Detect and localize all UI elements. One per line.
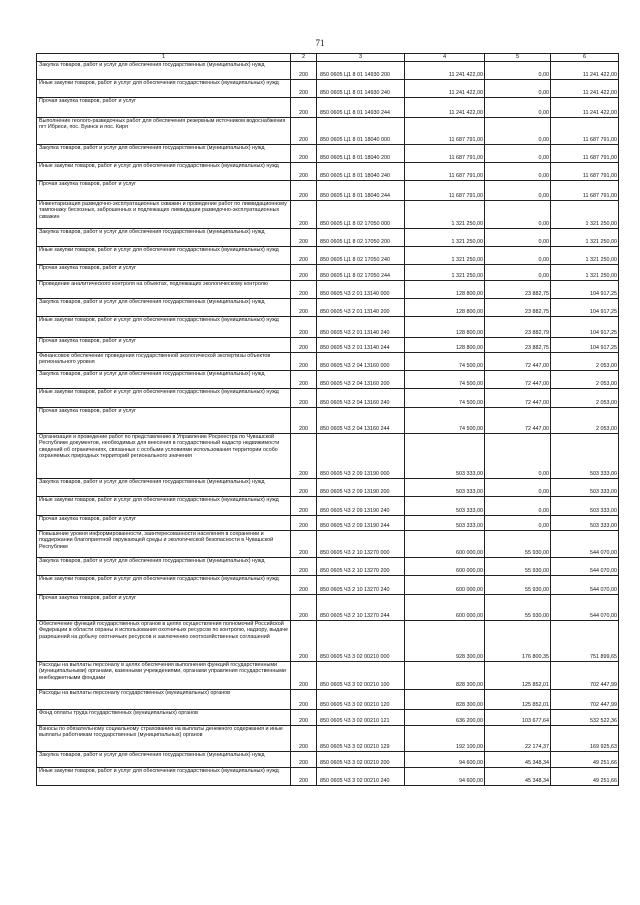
row-line-code-cell: 200	[291, 710, 317, 726]
row-approved-amount-cell: 11 687 791,00	[405, 118, 485, 145]
row-executed-amount-cell: 125 852,01	[485, 662, 551, 690]
row-executed-amount-cell: 23 882,75	[485, 299, 551, 317]
row-classification-code-cell: 850 0605 Ч3 2 04 13160 000	[317, 353, 405, 371]
row-name-cell: Расходы на выплаты персоналу в целях обеспечения выполнения функций государственными (муниципальными) органами, казенными учреждениями, органами управления государственными внебюджетными фондами	[37, 662, 291, 690]
table-row	[37, 479, 619, 497]
row-executed-amount-cell: 176 800,35	[485, 621, 551, 662]
row-classification-code-cell: 850 0605 Ч3 3 02 00210 129	[317, 726, 405, 752]
table-row	[37, 595, 619, 621]
row-approved-amount-cell: 503 333,00	[405, 516, 485, 531]
row-executed-amount-cell: 23 882,75	[485, 338, 551, 353]
row-line-code-cell: 200	[291, 371, 317, 389]
row-classification-code-cell: 850 0605 Ч3 2 01 13140 244	[317, 338, 405, 353]
row-line-code-cell: 200	[291, 145, 317, 163]
row-line-code-cell: 200	[291, 516, 317, 531]
row-name-cell: Прочая закупка товаров, работ и услуг	[37, 595, 291, 621]
row-executed-amount-cell: 72 447,00	[485, 389, 551, 408]
table-row	[37, 576, 619, 595]
row-name-cell: Выполнение геолого-разведочных работ для обеспечения резервным источником водоснабжения пгт Ибреси, пос. Буинск и пос. Киря	[37, 118, 291, 145]
table-row	[37, 338, 619, 353]
row-line-code-cell: 200	[291, 558, 317, 576]
row-remaining-amount-cell: 11 241 422,00	[551, 98, 619, 118]
row-approved-amount-cell: 503 333,00	[405, 497, 485, 516]
row-executed-amount-cell: 23 882,79	[485, 317, 551, 338]
row-name-cell: Взносы по обязательному социальному страхованию на выплаты денежного содержания и иные выплаты работникам государственных (муниципальных) органов	[37, 726, 291, 752]
page-number: 71	[315, 38, 325, 48]
row-executed-amount-cell: 0,00	[485, 201, 551, 229]
table-row	[37, 98, 619, 118]
row-classification-code-cell: 850 0605 Ч3 2 04 13160 200	[317, 371, 405, 389]
row-executed-amount-cell: 0,00	[485, 145, 551, 163]
row-line-code-cell: 200	[291, 726, 317, 752]
row-remaining-amount-cell: 1 321 250,00	[551, 247, 619, 265]
row-classification-code-cell: 850 0605 Ч3 2 09 13190 244	[317, 516, 405, 531]
row-name-cell: Иные закупки товаров, работ и услуг для обеспечения государственных (муниципальных) нужд	[37, 247, 291, 265]
row-remaining-amount-cell: 49 251,66	[551, 768, 619, 786]
row-name-cell: Прочая закупка товаров, работ и услуг	[37, 265, 291, 281]
row-classification-code-cell: 850 0605 Ч3 2 01 13140 240	[317, 317, 405, 338]
row-line-code-cell: 200	[291, 353, 317, 371]
table-row	[37, 434, 619, 479]
row-line-code-cell: 200	[291, 389, 317, 408]
row-classification-code-cell: 850 0605 Ч3 2 10 13270 244	[317, 595, 405, 621]
row-executed-amount-cell: 0,00	[485, 265, 551, 281]
row-remaining-amount-cell: 702 447,99	[551, 662, 619, 690]
row-approved-amount-cell: 600 000,00	[405, 576, 485, 595]
table-header-row	[37, 54, 619, 62]
row-executed-amount-cell: 45 348,34	[485, 752, 551, 768]
table-row	[37, 558, 619, 576]
row-remaining-amount-cell: 169 925,63	[551, 726, 619, 752]
row-name-cell: Фонд оплаты труда государственных (муниципальных) органов	[37, 710, 291, 726]
row-name-cell: Иные закупки товаров, работ и услуг для обеспечения государственных (муниципальных) нужд	[37, 497, 291, 516]
table-row	[37, 62, 619, 80]
table-row	[37, 80, 619, 98]
row-classification-code-cell: 850 0605 Ц1 8 02 17050 240	[317, 247, 405, 265]
col-header-3: 3	[317, 54, 405, 62]
row-remaining-amount-cell: 751 899,65	[551, 621, 619, 662]
table-body	[37, 62, 619, 786]
row-name-cell: Закупка товаров, работ и услуг для обеспечения государственных (муниципальных) нужд	[37, 62, 291, 80]
row-remaining-amount-cell: 1 321 250,00	[551, 201, 619, 229]
row-name-cell: Прочая закупка товаров, работ и услуг	[37, 408, 291, 434]
row-name-cell: Организация и проведение работ по представлению в Управление Росреестра по Чувашской Республике документов, необходимых для внесения в государственный кадастр недвижимости сведений об ограничениях, связанных с особыми условиями использования территории особо охраняемых природных территорий регионального значения	[37, 434, 291, 479]
row-classification-code-cell: 850 0605 Ч3 2 10 13270 000	[317, 531, 405, 558]
row-line-code-cell: 200	[291, 201, 317, 229]
row-remaining-amount-cell: 503 333,00	[551, 434, 619, 479]
row-executed-amount-cell: 0,00	[485, 163, 551, 181]
table-row	[37, 201, 619, 229]
row-line-code-cell: 200	[291, 662, 317, 690]
table-row	[37, 317, 619, 338]
row-line-code-cell: 200	[291, 247, 317, 265]
row-name-cell: Иные закупки товаров, работ и услуг для обеспечения государственных (муниципальных) нужд	[37, 389, 291, 408]
table-row	[37, 752, 619, 768]
row-name-cell: Прочая закупка товаров, работ и услуг	[37, 181, 291, 201]
row-line-code-cell: 200	[291, 434, 317, 479]
row-remaining-amount-cell: 544 070,00	[551, 576, 619, 595]
row-remaining-amount-cell: 104 917,25	[551, 281, 619, 299]
row-remaining-amount-cell: 104 917,25	[551, 338, 619, 353]
row-name-cell: Закупка товаров, работ и услуг для обеспечения государственных (муниципальных) нужд	[37, 145, 291, 163]
row-remaining-amount-cell: 11 687 791,00	[551, 145, 619, 163]
row-classification-code-cell: 850 0605 Ц1 8 01 14930 244	[317, 98, 405, 118]
row-remaining-amount-cell: 503 333,00	[551, 479, 619, 497]
table-row	[37, 408, 619, 434]
table-row	[37, 516, 619, 531]
row-approved-amount-cell: 128 800,00	[405, 281, 485, 299]
row-executed-amount-cell: 0,00	[485, 229, 551, 247]
row-name-cell: Проведение аналитического контроля на объектах, подлежащих экологическому контролю	[37, 281, 291, 299]
row-approved-amount-cell: 600 000,00	[405, 558, 485, 576]
row-remaining-amount-cell: 104 917,25	[551, 317, 619, 338]
row-approved-amount-cell: 11 687 791,00	[405, 181, 485, 201]
row-line-code-cell: 200	[291, 531, 317, 558]
row-approved-amount-cell: 1 321 250,00	[405, 201, 485, 229]
table-row	[37, 497, 619, 516]
row-executed-amount-cell: 0,00	[485, 62, 551, 80]
row-name-cell: Обеспечение функций государственных органов в целях осуществления полномочий Российской Федерации в области охраны и использования охотничьих ресурсов по контролю, надзору, выдаче разрешений на добычу охотничьих ресурсов и заключению охотхозяйственных соглашений	[37, 621, 291, 662]
row-remaining-amount-cell: 2 053,00	[551, 371, 619, 389]
col-header-4: 4	[405, 54, 485, 62]
row-approved-amount-cell: 828 300,00	[405, 690, 485, 710]
row-remaining-amount-cell: 11 687 791,00	[551, 118, 619, 145]
row-classification-code-cell: 850 0605 Ц1 8 02 17050 244	[317, 265, 405, 281]
row-line-code-cell: 200	[291, 118, 317, 145]
row-classification-code-cell: 850 0605 Ч3 2 10 13270 200	[317, 558, 405, 576]
row-remaining-amount-cell: 11 687 791,00	[551, 163, 619, 181]
row-approved-amount-cell: 11 687 791,00	[405, 145, 485, 163]
row-remaining-amount-cell: 49 251,66	[551, 752, 619, 768]
row-classification-code-cell: 850 0605 Ч3 2 04 13160 244	[317, 408, 405, 434]
col-header-6: 6	[551, 54, 619, 62]
row-remaining-amount-cell: 544 070,00	[551, 558, 619, 576]
row-approved-amount-cell: 503 333,00	[405, 434, 485, 479]
row-approved-amount-cell: 11 241 422,00	[405, 62, 485, 80]
table-row	[37, 299, 619, 317]
row-approved-amount-cell: 928 300,00	[405, 621, 485, 662]
row-classification-code-cell: 850 0605 Ч3 2 09 13190 000	[317, 434, 405, 479]
row-name-cell: Прочая закупка товаров, работ и услуг	[37, 338, 291, 353]
row-line-code-cell: 200	[291, 281, 317, 299]
row-executed-amount-cell: 22 174,37	[485, 726, 551, 752]
row-executed-amount-cell: 0,00	[485, 80, 551, 98]
row-remaining-amount-cell: 503 333,00	[551, 497, 619, 516]
row-name-cell: Закупка товаров, работ и услуг для обеспечения государственных (муниципальных) нужд	[37, 229, 291, 247]
row-name-cell: Закупка товаров, работ и услуг для обеспечения государственных (муниципальных) нужд	[37, 479, 291, 497]
row-remaining-amount-cell: 2 053,00	[551, 353, 619, 371]
table-row	[37, 531, 619, 558]
row-executed-amount-cell: 72 447,00	[485, 371, 551, 389]
row-remaining-amount-cell: 503 333,00	[551, 516, 619, 531]
row-line-code-cell: 200	[291, 163, 317, 181]
row-line-code-cell: 200	[291, 408, 317, 434]
row-executed-amount-cell: 23 882,75	[485, 281, 551, 299]
table-row	[37, 353, 619, 371]
row-name-cell: Иные закупки товаров, работ и услуг для обеспечения государственных (муниципальных) нужд	[37, 768, 291, 786]
table-row	[37, 118, 619, 145]
row-executed-amount-cell: 103 677,64	[485, 710, 551, 726]
table-row	[37, 726, 619, 752]
table-row	[37, 371, 619, 389]
row-name-cell: Расходы на выплаты персоналу государственных (муниципальных) органов	[37, 690, 291, 710]
row-executed-amount-cell: 0,00	[485, 118, 551, 145]
row-line-code-cell: 200	[291, 229, 317, 247]
row-name-cell: Иные закупки товаров, работ и услуг для обеспечения государственных (муниципальных) нужд	[37, 80, 291, 98]
row-approved-amount-cell: 74 500,00	[405, 371, 485, 389]
row-classification-code-cell: 850 0605 Ч3 2 04 13160 240	[317, 389, 405, 408]
row-name-cell: Иные закупки товаров, работ и услуг для обеспечения государственных (муниципальных) нужд	[37, 576, 291, 595]
row-approved-amount-cell: 600 000,00	[405, 531, 485, 558]
table-row	[37, 181, 619, 201]
row-line-code-cell: 200	[291, 621, 317, 662]
row-line-code-cell: 200	[291, 265, 317, 281]
row-remaining-amount-cell: 11 241 422,00	[551, 80, 619, 98]
row-remaining-amount-cell: 104 917,25	[551, 299, 619, 317]
row-classification-code-cell: 850 0605 Ч3 3 02 00210 000	[317, 621, 405, 662]
row-classification-code-cell: 850 0605 Ц1 8 01 14930 200	[317, 62, 405, 80]
row-executed-amount-cell: 55 930,00	[485, 576, 551, 595]
row-approved-amount-cell: 503 333,00	[405, 479, 485, 497]
col-header-1: 1	[37, 54, 291, 62]
row-approved-amount-cell: 192 100,00	[405, 726, 485, 752]
table-row	[37, 281, 619, 299]
row-approved-amount-cell: 828 300,00	[405, 662, 485, 690]
row-line-code-cell: 200	[291, 595, 317, 621]
row-executed-amount-cell: 125 852,01	[485, 690, 551, 710]
table-row	[37, 710, 619, 726]
row-name-cell: Прочая закупка товаров, работ и услуг	[37, 516, 291, 531]
row-approved-amount-cell: 11 241 422,00	[405, 80, 485, 98]
row-executed-amount-cell: 0,00	[485, 479, 551, 497]
row-executed-amount-cell: 55 930,00	[485, 558, 551, 576]
row-approved-amount-cell: 128 800,00	[405, 317, 485, 338]
row-approved-amount-cell: 1 321 250,00	[405, 265, 485, 281]
row-remaining-amount-cell: 2 053,00	[551, 389, 619, 408]
table-row	[37, 247, 619, 265]
table-row	[37, 229, 619, 247]
row-classification-code-cell: 850 0605 Ц1 8 02 17050 000	[317, 201, 405, 229]
row-line-code-cell: 200	[291, 80, 317, 98]
row-classification-code-cell: 850 0605 Ч3 2 01 13140 000	[317, 281, 405, 299]
row-classification-code-cell: 850 0605 Ц1 8 01 18040 240	[317, 163, 405, 181]
row-executed-amount-cell: 55 930,00	[485, 595, 551, 621]
row-remaining-amount-cell: 702 447,99	[551, 690, 619, 710]
row-name-cell: Закупка товаров, работ и услуг для обеспечения государственных (муниципальных) нужд	[37, 371, 291, 389]
row-name-cell: Иные закупки товаров, работ и услуг для обеспечения государственных (муниципальных) нужд	[37, 163, 291, 181]
row-executed-amount-cell: 45 348,34	[485, 768, 551, 786]
row-remaining-amount-cell: 544 070,00	[551, 595, 619, 621]
row-remaining-amount-cell: 11 241 422,00	[551, 62, 619, 80]
row-name-cell: Повышение уровня информированности, заинтересованности населения в сохранении и поддержании благоприятной окружающей среды и экологической безопасности в Чувашской Республике	[37, 531, 291, 558]
row-line-code-cell: 200	[291, 479, 317, 497]
row-classification-code-cell: 850 0605 Ц1 8 01 18040 000	[317, 118, 405, 145]
budget-table	[36, 53, 619, 786]
col-header-5: 5	[485, 54, 551, 62]
table-row	[37, 389, 619, 408]
row-classification-code-cell: 850 0605 Ч3 2 09 13190 200	[317, 479, 405, 497]
row-approved-amount-cell: 636 200,00	[405, 710, 485, 726]
row-line-code-cell: 200	[291, 317, 317, 338]
row-approved-amount-cell: 11 687 791,00	[405, 163, 485, 181]
row-approved-amount-cell: 128 800,00	[405, 338, 485, 353]
table-row	[37, 662, 619, 690]
row-classification-code-cell: 850 0605 Ц1 8 02 17050 200	[317, 229, 405, 247]
row-approved-amount-cell: 74 500,00	[405, 389, 485, 408]
row-classification-code-cell: 850 0605 Ч3 2 01 13140 200	[317, 299, 405, 317]
row-classification-code-cell: 850 0605 Ч3 3 02 00210 100	[317, 662, 405, 690]
row-name-cell: Закупка товаров, работ и услуг для обеспечения государственных (муниципальных) нужд	[37, 558, 291, 576]
row-classification-code-cell: 850 0605 Ч3 3 02 00210 120	[317, 690, 405, 710]
row-remaining-amount-cell: 1 321 250,00	[551, 229, 619, 247]
row-classification-code-cell: 850 0605 Ц1 8 01 18040 200	[317, 145, 405, 163]
row-executed-amount-cell: 72 447,00	[485, 353, 551, 371]
table-row	[37, 768, 619, 786]
row-remaining-amount-cell: 544 070,00	[551, 531, 619, 558]
row-line-code-cell: 200	[291, 62, 317, 80]
row-line-code-cell: 200	[291, 338, 317, 353]
row-line-code-cell: 200	[291, 690, 317, 710]
row-name-cell: Финансовое обеспечение проведения государственной экологической экспертизы объектов регионального уровня	[37, 353, 291, 371]
row-approved-amount-cell: 74 500,00	[405, 353, 485, 371]
row-line-code-cell: 200	[291, 497, 317, 516]
row-executed-amount-cell: 0,00	[485, 497, 551, 516]
row-approved-amount-cell: 74 500,00	[405, 408, 485, 434]
table-row	[37, 690, 619, 710]
row-approved-amount-cell: 94 600,00	[405, 768, 485, 786]
row-classification-code-cell: 850 0605 Ч3 3 02 00210 121	[317, 710, 405, 726]
row-approved-amount-cell: 128 800,00	[405, 299, 485, 317]
row-remaining-amount-cell: 2 053,00	[551, 408, 619, 434]
row-approved-amount-cell: 94 600,00	[405, 752, 485, 768]
row-classification-code-cell: 850 0605 Ч3 2 09 13190 240	[317, 497, 405, 516]
col-header-2: 2	[291, 54, 317, 62]
row-classification-code-cell: 850 0605 Ч3 3 02 00210 240	[317, 768, 405, 786]
row-line-code-cell: 200	[291, 98, 317, 118]
row-line-code-cell: 200	[291, 768, 317, 786]
row-line-code-cell: 200	[291, 299, 317, 317]
row-remaining-amount-cell: 11 687 791,00	[551, 181, 619, 201]
row-approved-amount-cell: 1 321 250,00	[405, 229, 485, 247]
table-row	[37, 145, 619, 163]
row-classification-code-cell: 850 0605 Ч3 3 02 00210 200	[317, 752, 405, 768]
row-executed-amount-cell: 0,00	[485, 98, 551, 118]
row-executed-amount-cell: 55 930,00	[485, 531, 551, 558]
table-row	[37, 265, 619, 281]
row-remaining-amount-cell: 1 321 250,00	[551, 265, 619, 281]
row-classification-code-cell: 850 0605 Ц1 8 01 18040 244	[317, 181, 405, 201]
row-name-cell: Закупка товаров, работ и услуг для обеспечения государственных (муниципальных) нужд	[37, 299, 291, 317]
row-line-code-cell: 200	[291, 752, 317, 768]
row-name-cell: Иные закупки товаров, работ и услуг для обеспечения государственных (муниципальных) нужд	[37, 317, 291, 338]
row-classification-code-cell: 850 0605 Ч3 2 10 13270 240	[317, 576, 405, 595]
row-classification-code-cell: 850 0605 Ц1 8 01 14930 240	[317, 80, 405, 98]
row-name-cell: Инвентаризация разведочно-эксплуатационных скважин и проведение работ по ликвидационному тампонажу бесхозных, заброшенных и подлежащих ликвидации разведочно-эксплуатационных скважин	[37, 201, 291, 229]
row-name-cell: Прочая закупка товаров, работ и услуг	[37, 98, 291, 118]
table-row	[37, 163, 619, 181]
row-remaining-amount-cell: 532 522,36	[551, 710, 619, 726]
row-approved-amount-cell: 1 321 250,00	[405, 247, 485, 265]
row-line-code-cell: 200	[291, 181, 317, 201]
row-approved-amount-cell: 600 000,00	[405, 595, 485, 621]
row-executed-amount-cell: 0,00	[485, 516, 551, 531]
row-approved-amount-cell: 11 241 422,00	[405, 98, 485, 118]
table-row	[37, 621, 619, 662]
row-executed-amount-cell: 0,00	[485, 181, 551, 201]
row-line-code-cell: 200	[291, 576, 317, 595]
row-executed-amount-cell: 72 447,00	[485, 408, 551, 434]
row-executed-amount-cell: 0,00	[485, 434, 551, 479]
row-name-cell: Закупка товаров, работ и услуг для обеспечения государственных (муниципальных) нужд	[37, 752, 291, 768]
row-executed-amount-cell: 0,00	[485, 247, 551, 265]
